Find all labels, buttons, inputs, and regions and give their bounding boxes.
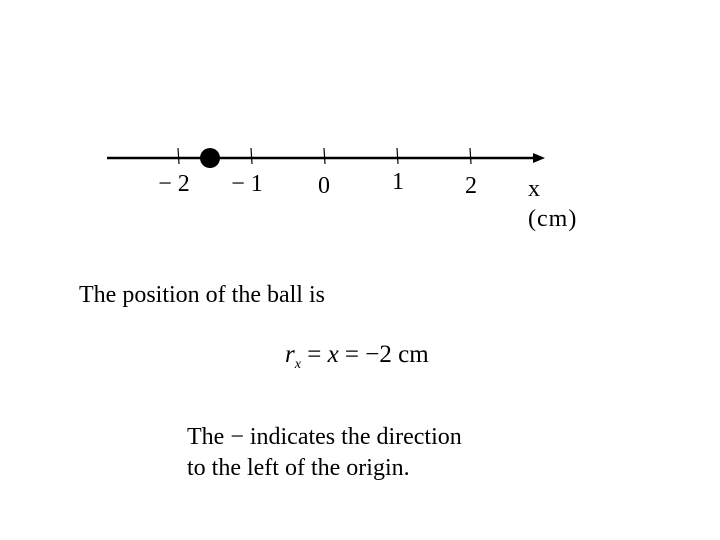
tick-label: 2: [465, 173, 477, 199]
ball: [200, 148, 220, 168]
caption: The position of the ball is: [79, 282, 325, 308]
axis-variable: x: [528, 176, 541, 202]
explanation-note: [187, 422, 462, 484]
tick-mark: [397, 148, 398, 164]
equation-subscript: x: [294, 357, 301, 372]
equation-value: = −2 cm: [338, 341, 429, 368]
equation-x: x: [327, 341, 339, 368]
tick-label: − 1: [231, 171, 263, 197]
tick-label: − 2: [158, 171, 190, 197]
tick-mark: [470, 148, 471, 164]
equation-equals-1: =: [300, 341, 328, 368]
tick-mark: [178, 148, 179, 164]
tick-mark: [324, 148, 325, 164]
axis-ticks: [178, 148, 471, 164]
equation-r: r: [285, 341, 295, 368]
axis-unit: (cm): [528, 206, 578, 232]
tick-label: 1: [392, 169, 404, 195]
note-line-1: The − indicates the direction: [187, 424, 462, 450]
axis-unit-label: [528, 174, 577, 234]
position-equation: [285, 341, 429, 372]
tick-label: 0: [318, 173, 330, 199]
tick-mark: [251, 148, 252, 164]
axis-arrow-icon: [533, 153, 545, 163]
note-line-2: to the left of the origin.: [187, 455, 410, 481]
